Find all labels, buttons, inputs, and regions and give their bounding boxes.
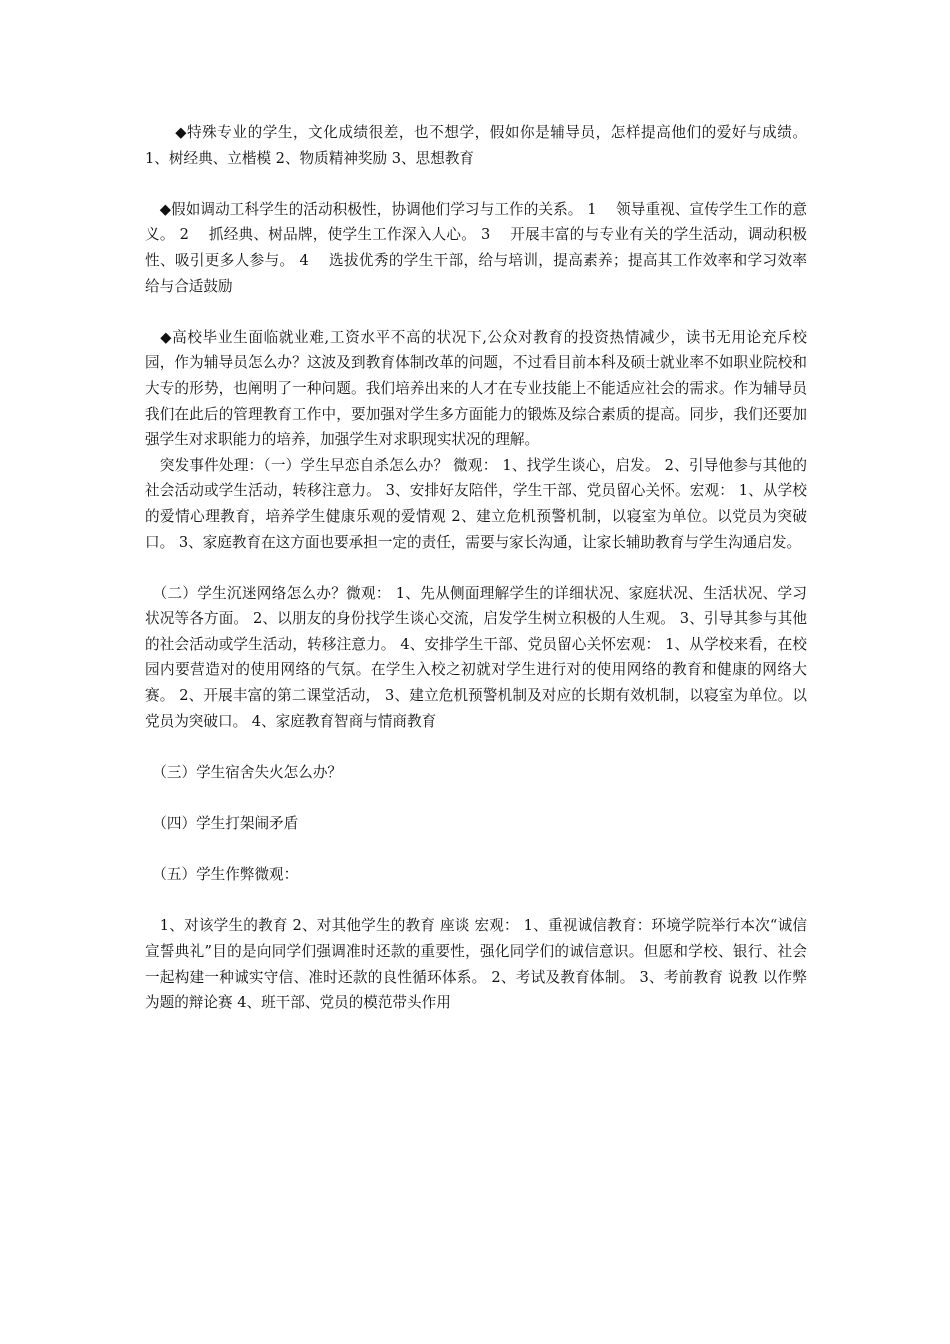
- paragraph-engineering-students-activity: ◆假如调动工科学生的活动积极性，协调他们学习与工作的关系。 1 领导重视、宣传学生工作的意义。 2 抓经典、树品牌，使学生工作深入人心。 3 开展丰富的与专业有关的学生活动，调动积极性、吸引更多人参与。 4 选拔优秀的学生干部，给与培训，提高素养；提高其工作效率和学习效率 给与合适鼓励: [145, 200, 827, 295]
- paragraph-dorm-fire: （三）学生宿舍失火怎么办？: [145, 763, 343, 781]
- paragraph-cheating-micro: （五）学生作弊微观：: [145, 866, 299, 884]
- paragraph-emergency-early-love: 突发事件处理：（一）学生早恋自杀怎么办？ 微观： 1、找学生谈心，启发。 2、引导他参与其他的社会活动或学生活动，转移注意力。 3、安排好友陪伴，学生干部、党员留心关怀。宏观： 1、从学校的爱情心理教育，培养学生健康乐观的爱情观 2、建立危机预警机制，以寝室为单位。以党员为突破口。 3、家庭教育在这方面也要承担一定的责任，需要与家长沟通，让家长辅助教育与学生沟通启发。: [145, 456, 807, 551]
- paragraph-student-fight: （四）学生打架闹矛盾: [145, 815, 299, 833]
- paragraph-special-major-students: ◆特殊专业的学生，文化成绩很差，也不想学，假如你是辅导员，怎样提高他们的爱好与成绩。 1、树经典、立楷模 2、物质精神奖励 3、思想教育: [145, 124, 812, 167]
- paragraph-internet-addiction: （二）学生沉迷网络怎么办？微观： 1、先从侧面理解学生的详细状况、家庭状况、生活状况、学习状况等各方面。 2、以朋友的身份找学生谈心交流，启发学生树立积极的人生观。 3、引导其参与其他的社会活动或学生活动，转移注意力。 4、安排学生干部、党员留心关怀宏观： 1、从学校来看，在校园内要营造对的使用网络的气氛。在学生入校之初就对学生进行对的使用网络的教育和健康的网络大赛。 2、开展丰富的第二课堂活动， 3、建立危机预警机制及对应的长期有效机制，以寝室为单位。以党员为突破口。 4、家庭教育智商与情商教育: [145, 584, 807, 730]
- paragraph-graduate-employment: ◆高校毕业生面临就业难,工资水平不高的状况下,公众对教育的投资热情减少，读书无用论充斥校园，作为辅导员怎么办？这波及到教育体制改革的问题，不过看目前本科及硕士就业率不如职业院校和大专的形势，也阐明了一种问题。我们培养出来的人才在专业技能上不能适应社会的需求。作为辅导员我们在此后的管理教育工作中，要加强对学生多方面能力的锻炼及综合素质的提高。同步，我们还要加强学生对求职能力的培养，加强学生对求职现实状况的理解。: [145, 328, 807, 449]
- document-body: [145, 120, 827, 1016]
- paragraph-cheating-measures: 1、对该学生的教育 2、对其他学生的教育 座谈 宏观： 1、重视诚信教育：环境学院举行本次“诚信宣誓典礼”目的是向同学们强调准时还款的重要性，强化同学们的诚信意识。但愿和学校、银行、社会一起构建一种诚实守信、准时还款的良性循环体系。 2、考试及教育体制。 3、考前教育 说教 以作弊为题的辩论赛 4、班干部、党员的模范带头作用: [145, 917, 807, 1012]
